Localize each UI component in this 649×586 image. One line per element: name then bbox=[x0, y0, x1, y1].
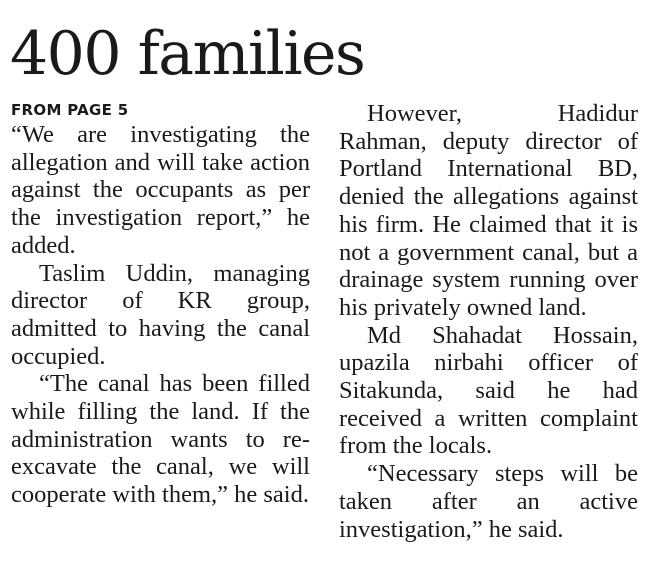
paragraph-quote-investigation: “We are investigating the allegation and will take action against the occupants as per the investigation report,” he added. bbox=[11, 121, 310, 259]
paragraph-taslim-uddin: Taslim Uddin, managing director of KR group, admitted to having the canal occupied. bbox=[11, 259, 310, 370]
left-column bbox=[11, 100, 310, 509]
paragraph-quote-necessary-steps: “Necessary steps will be taken after an active investigation,” he said. bbox=[339, 460, 638, 543]
right-column bbox=[339, 100, 638, 543]
paragraph-shahadat-hossain: Md Shahadat Hossain, upazila nirbahi officer of Sitakunda, said he had received a written complaint from the locals. bbox=[339, 321, 638, 460]
paragraph-quote-canal-filled: “The canal has been filled while filling the land. If the administration wants to re-excavate the canal, we will cooperate with them,” he said. bbox=[11, 370, 310, 509]
paragraph-hadidur-rahman: However, Hadidur Rahman, deputy director of Portland International BD, denied the allegations against his firm. He claimed that it is not a government canal, but a drainage system running over his privately owned land. bbox=[339, 100, 638, 321]
continued-from-kicker: FROM PAGE 5 bbox=[11, 101, 129, 119]
headline: 400 families bbox=[10, 19, 365, 89]
